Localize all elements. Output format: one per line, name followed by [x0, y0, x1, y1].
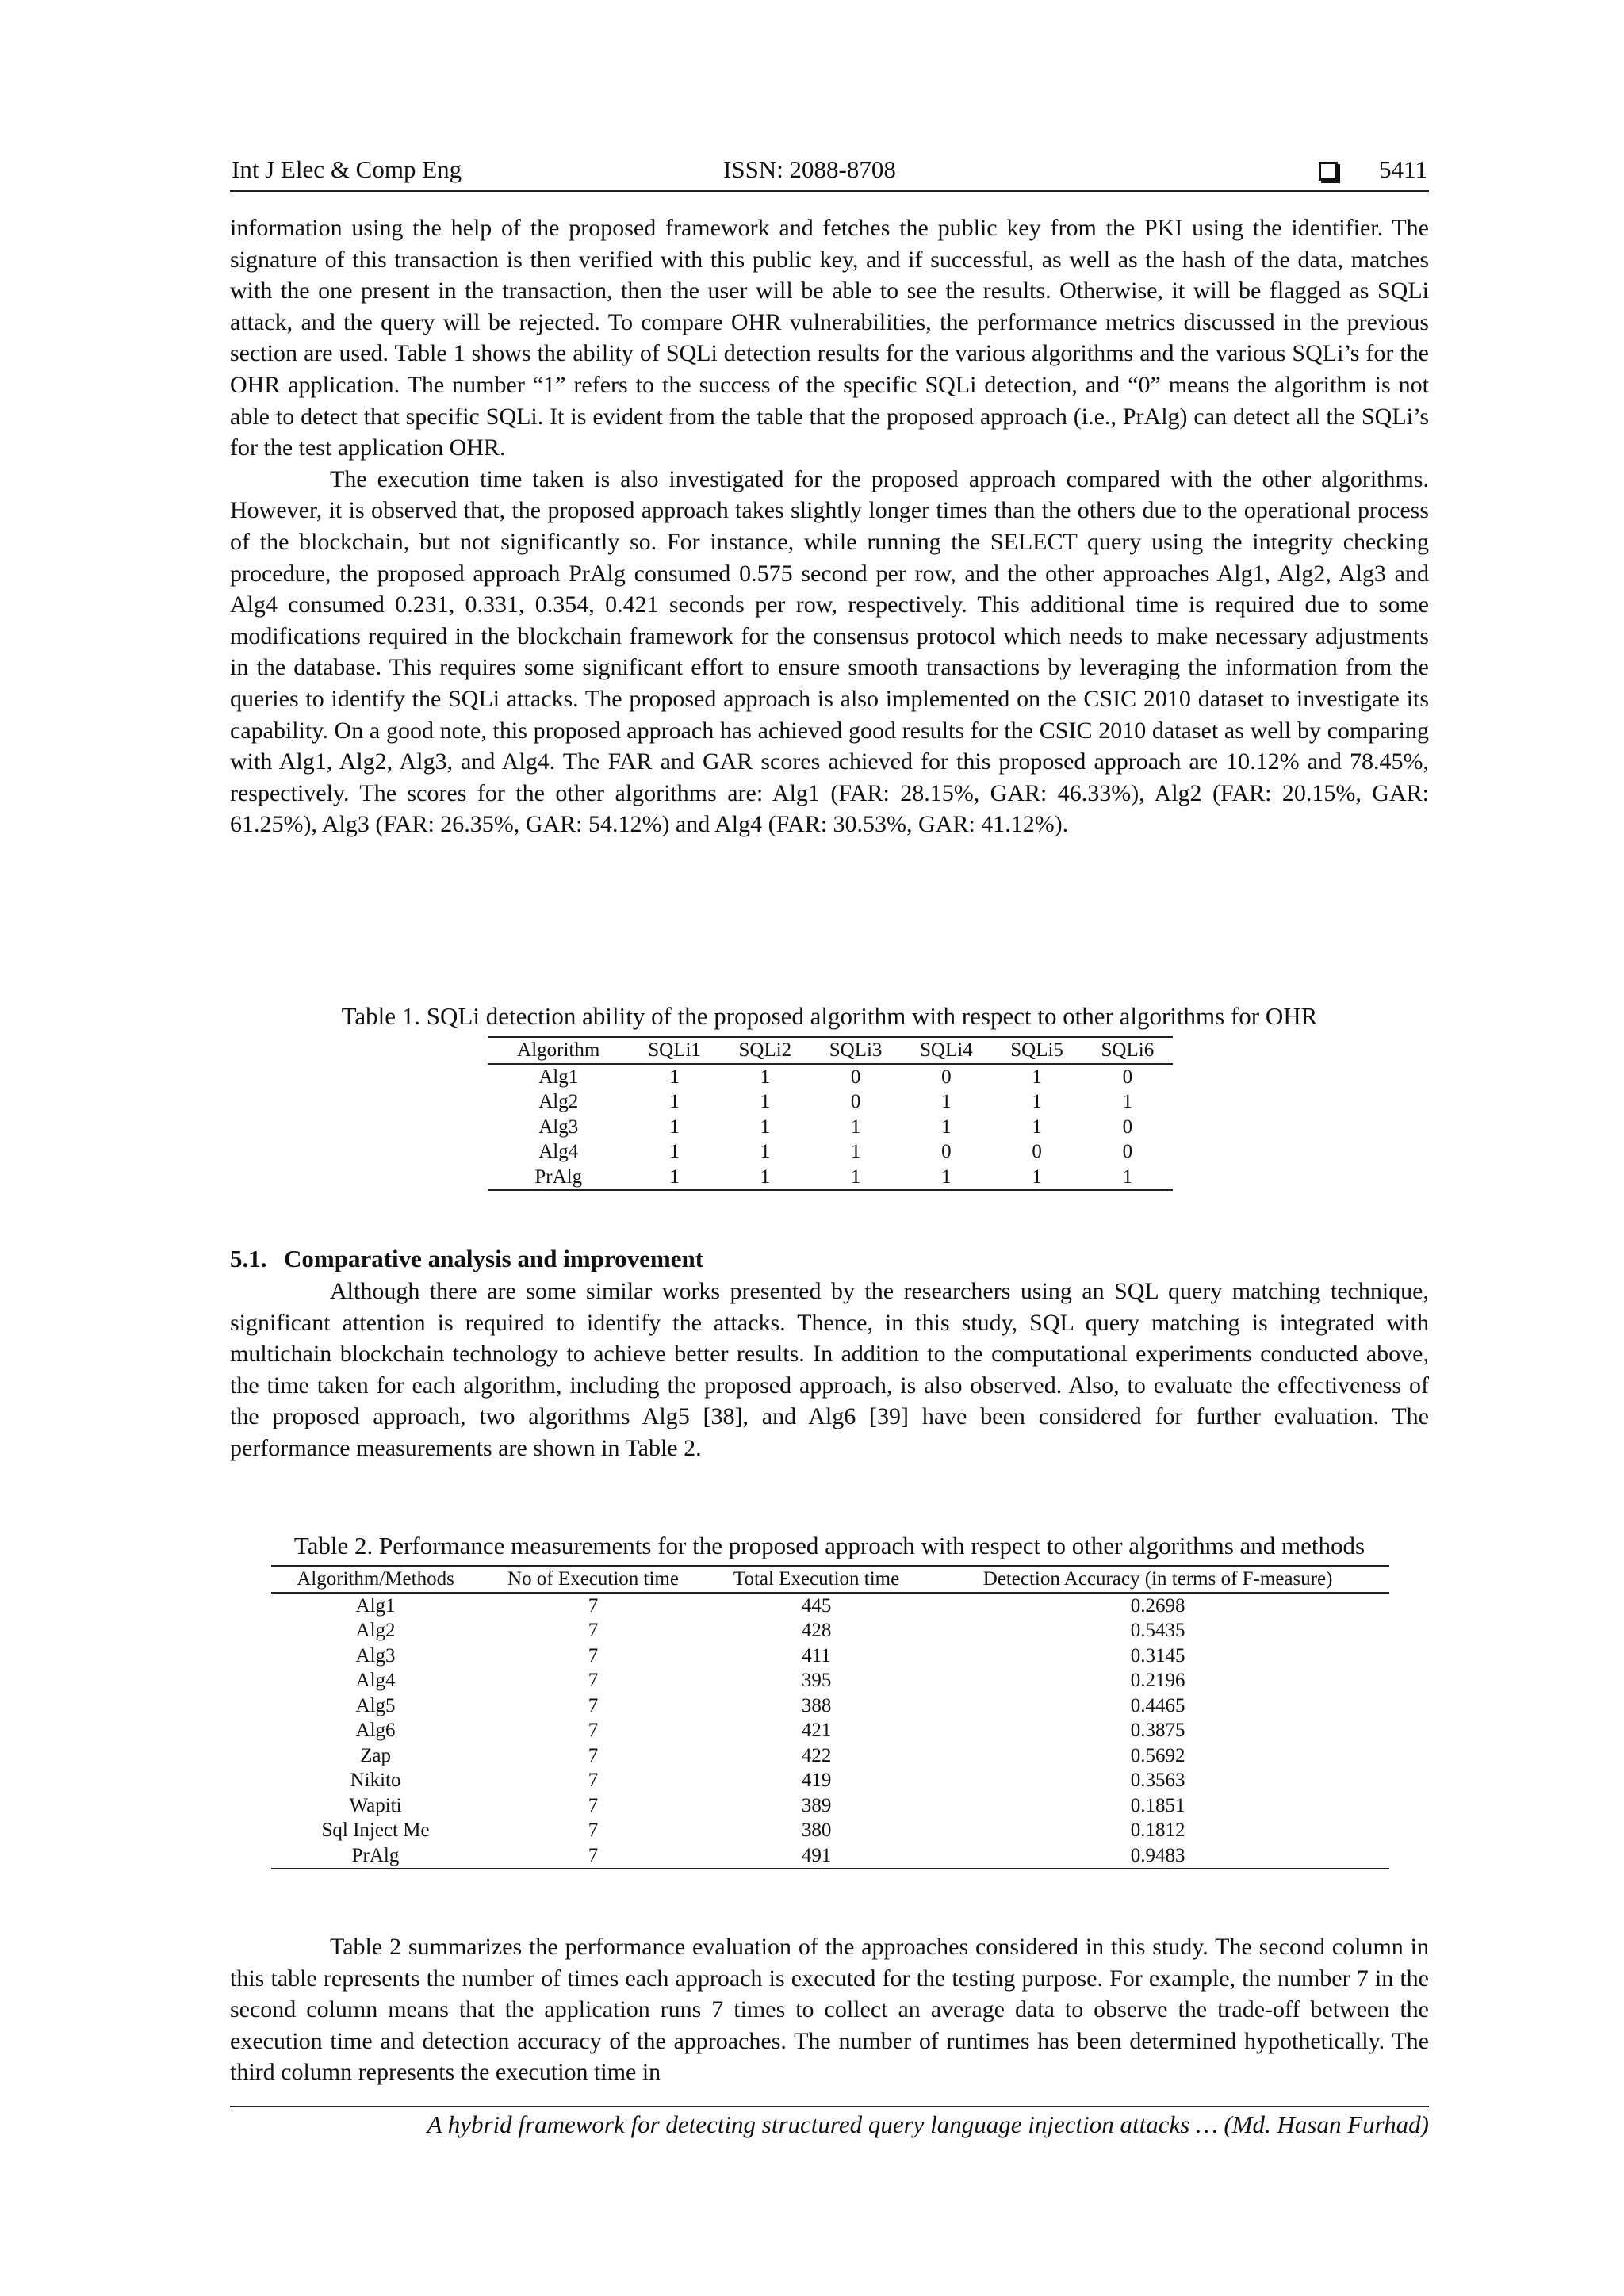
table-cell: 1 [941, 1115, 952, 1138]
table-row [271, 1818, 1389, 1843]
table-cell: 1 [991, 1165, 1082, 1191]
column-header: Detection Accuracy (in terms of F-measure) [926, 1566, 1389, 1593]
table-cell: 422 [801, 1744, 832, 1766]
table-cell: Nikito [350, 1770, 401, 1791]
table1 [488, 1036, 1173, 1191]
table-cell: 0.9483 [926, 1843, 1389, 1869]
table-cell: 1 [810, 1165, 901, 1191]
table-cell: 0 [1122, 1141, 1133, 1162]
body-section-middle [230, 1276, 1429, 1464]
table-cell: 0.2698 [1130, 1594, 1185, 1617]
table-cell: Alg5 [355, 1694, 396, 1716]
table-cell: 0 [1122, 1115, 1133, 1138]
table-row [271, 1644, 1389, 1669]
table-cell: 1 [669, 1115, 680, 1138]
table-row [271, 1668, 1389, 1693]
column-header: SQLi6 [1082, 1037, 1173, 1064]
section-heading [230, 1245, 703, 1273]
body-section-top [230, 212, 1429, 840]
table-cell: 7 [588, 1720, 599, 1741]
table-cell: 1 [760, 1091, 771, 1112]
table-cell: 0 [850, 1066, 861, 1088]
table-cell: Alg3 [355, 1644, 396, 1667]
table-cell: 1 [760, 1066, 771, 1088]
column-header: SQLi5 [991, 1037, 1082, 1064]
table-row [271, 1718, 1389, 1743]
table-cell: Alg4 [538, 1141, 579, 1162]
table-cell: Alg3 [538, 1115, 579, 1138]
table-row [271, 1693, 1389, 1719]
table-cell: 380 [801, 1820, 832, 1841]
table-cell: 1 [629, 1165, 719, 1191]
table-cell: Sql Inject Me [321, 1820, 430, 1841]
table-cell: 1 [669, 1091, 680, 1112]
table-cell: 7 [588, 1620, 599, 1641]
column-header: SQLi2 [720, 1037, 810, 1064]
paragraph: The execution time taken is also investigated for the proposed approach compared with the other algorithms. However, it is observed that, the proposed approach takes slightly longer times than the others due to the operational process of the blockchain, but not significantly so. For instance, while running the SELECT query using the integrity checking procedure, the proposed approach PrAlg consumed 0.575 second per row, and the other approaches Alg1, Alg2, Alg3 and Alg4 consumed 0.231, 0.331, 0.354, 0.421 seconds per row, respectively. This additional time is required due to some modifications required in the blockchain framework for the consensus protocol which needs to make necessary adjustments in the database. This requires some significant effort to ensure smooth transactions by leveraging the information from the queries to identify the SQLi attacks. The proposed approach is also implemented on the CSIC 2010 dataset to investigate its capability. On a good note, this proposed approach has achieved good results for the CSIC 2010 dataset as well by comparing with Alg1, Alg2, Alg3, and Alg4. The FAR and GAR scores achieved for this proposed approach are 10.12% and 78.45%, respectively. The scores for the other algorithms are: Alg1 (FAR: 28.15%, GAR: 46.33%), Alg2 (FAR: 20.15%, GAR: 61.25%), Alg3 (FAR: 26.35%, GAR: 54.12%) and Alg4 (FAR: 30.53%, GAR: 41.12%). [230, 465, 1429, 838]
table-row [488, 1115, 1173, 1140]
table-cell: 1 [760, 1141, 771, 1162]
body-section-bottom [230, 1931, 1429, 2088]
table-cell: 411 [802, 1644, 831, 1667]
table-cell: 389 [801, 1794, 832, 1816]
table-cell: 0.4465 [1130, 1694, 1185, 1716]
table-cell: 1 [1082, 1165, 1173, 1191]
table-cell: 0 [1032, 1141, 1042, 1162]
table-cell: 0 [850, 1091, 861, 1112]
column-header: Total Execution time [707, 1566, 926, 1593]
table-cell: 445 [801, 1594, 832, 1617]
table-row [488, 1139, 1173, 1165]
table-cell: 7 [588, 1670, 599, 1691]
table-cell: 0 [941, 1066, 952, 1088]
table-row [271, 1793, 1389, 1819]
table-cell: 1 [1032, 1066, 1042, 1088]
table-cell: 419 [801, 1770, 832, 1791]
running-footer: A hybrid framework for detecting structured query language injection attacks … (Md. Hasan Furhad) [230, 2106, 1429, 2139]
paragraph: Table 2 summarizes the performance evaluation of the approaches considered in this study. The second column in this table represents the number of times each approach is executed for the testing purpose. For example, the number 7 in the second column means that the application runs 7 times to collect an average data to observe the trade-off between the execution time and detection accuracy of the approaches. The number of runtimes has been determined hypothetically. The third column represents the execution time in [230, 1934, 1429, 2086]
table-cell: 0 [1122, 1066, 1133, 1088]
table-row [271, 1768, 1389, 1793]
section-number: 5.1. [230, 1245, 267, 1272]
table-cell: Alg2 [355, 1620, 396, 1641]
table-cell: 7 [588, 1644, 599, 1667]
column-header: Algorithm [488, 1037, 629, 1064]
table-cell: PrAlg [488, 1165, 629, 1191]
table-row [488, 1165, 1173, 1191]
table-cell: 0 [941, 1141, 952, 1162]
table-cell: 0.3563 [1130, 1770, 1185, 1791]
table-row [271, 1843, 1389, 1869]
table-row [488, 1089, 1173, 1115]
table-row [488, 1064, 1173, 1090]
table-cell: PrAlg [271, 1843, 480, 1869]
table-cell: 395 [801, 1670, 832, 1691]
table-cell: 7 [588, 1794, 599, 1816]
table-cell: 491 [707, 1843, 926, 1869]
issn-label: ISSN: 2088-8708 [723, 155, 896, 183]
table-cell: 388 [801, 1694, 832, 1716]
section-title: Comparative analysis and improvement [284, 1245, 704, 1272]
table-cell: Alg1 [538, 1066, 579, 1088]
table-cell: 1 [1032, 1091, 1042, 1112]
table-cell: 428 [801, 1620, 832, 1641]
table-cell: 1 [669, 1141, 680, 1162]
table2-caption: Table 2. Performance measurements for the proposed approach with respect to other algorithms and methods [293, 1532, 1365, 1559]
table-cell: 1 [669, 1066, 680, 1088]
column-header: No of Execution time [480, 1566, 707, 1593]
table-cell: 1 [850, 1115, 861, 1138]
table1-caption: Table 1. SQLi detection ability of the proposed algorithm with respect to other algorithms for OHR [341, 1002, 1318, 1030]
table-cell: 1 [760, 1115, 771, 1138]
table2 [271, 1565, 1389, 1869]
table-cell: Wapiti [349, 1794, 402, 1816]
table-cell: 7 [588, 1744, 599, 1766]
table-header-row [488, 1037, 1173, 1064]
table-cell: 7 [588, 1594, 599, 1617]
table-cell: 0.5692 [1130, 1744, 1185, 1766]
column-header: SQLi1 [629, 1037, 719, 1064]
table-row [271, 1743, 1389, 1769]
journal-name: Int J Elec & Comp Eng [232, 155, 462, 183]
table-cell: 0.1812 [1130, 1820, 1185, 1841]
table-cell: Alg1 [355, 1594, 396, 1617]
table-cell: 0.2196 [1130, 1670, 1185, 1691]
table-header-row [271, 1566, 1389, 1593]
table-cell: 1 [1032, 1115, 1042, 1138]
table-cell: 1 [850, 1141, 861, 1162]
page-number: 5411 [1379, 155, 1427, 183]
table-cell: 1 [901, 1165, 991, 1191]
table-cell: 1 [720, 1165, 810, 1191]
table-cell: 421 [801, 1720, 832, 1741]
paragraph: information using the help of the proposed framework and fetches the public key from the PKI using the identifier. The signature of this transaction is then verified with this public key, and if successful, as well as the hash of the data, matches with the one present in the transaction, then the user will be able to see the results. Otherwise, it will be flagged as SQLi attack, and the query will be rejected. To compare OHR vulnerabilities, the performance metrics discussed in the previous section are used. Table 1 shows the ability of SQLi detection results for the various algorithms and the various SQLi’s for the OHR application. The number “1” refers to the success of the specific SQLi detection, and “0” means the algorithm is not able to detect that specific SQLi. It is evident from the table that the proposed approach (i.e., PrAlg) can detect all the SQLi’s for the test application OHR. [230, 215, 1429, 461]
table-row [271, 1618, 1389, 1644]
column-header: Algorithm/Methods [271, 1566, 480, 1593]
table-cell: 1 [1122, 1091, 1133, 1112]
table-cell: Alg2 [538, 1091, 579, 1112]
table-row [271, 1593, 1389, 1619]
table-cell: 0.5435 [1130, 1620, 1185, 1641]
running-header [230, 152, 1429, 192]
table-cell: 0.1851 [1130, 1794, 1185, 1816]
table-cell: Alg6 [355, 1720, 396, 1741]
table-cell: 0.3145 [1130, 1644, 1185, 1667]
column-header: SQLi3 [810, 1037, 901, 1064]
table-cell: 7 [588, 1820, 599, 1841]
table-cell: 7 [588, 1770, 599, 1791]
table-cell: 0.3875 [1130, 1720, 1185, 1741]
column-header: SQLi4 [901, 1037, 991, 1064]
table-cell: 7 [480, 1843, 707, 1869]
table-cell: 1 [941, 1091, 952, 1112]
table-cell: Zap [360, 1744, 391, 1766]
table-cell: Alg4 [355, 1670, 396, 1691]
square-bullet-icon [1319, 162, 1338, 181]
table-cell: 7 [588, 1694, 599, 1716]
paragraph: Although there are some similar works presented by the researchers using an SQL query matching technique, significant attention is required to identify the attacks. Thence, in this study, SQL query matching is integrated with multichain blockchain technology to achieve better results. In addition to the computational experiments conducted above, the time taken for each algorithm, including the proposed approach, is also observed. Also, to evaluate the effectiveness of the proposed approach, two algorithms Alg5 [38], and Alg6 [39] have been considered for further evaluation. The performance measurements are shown in Table 2. [230, 1278, 1429, 1461]
